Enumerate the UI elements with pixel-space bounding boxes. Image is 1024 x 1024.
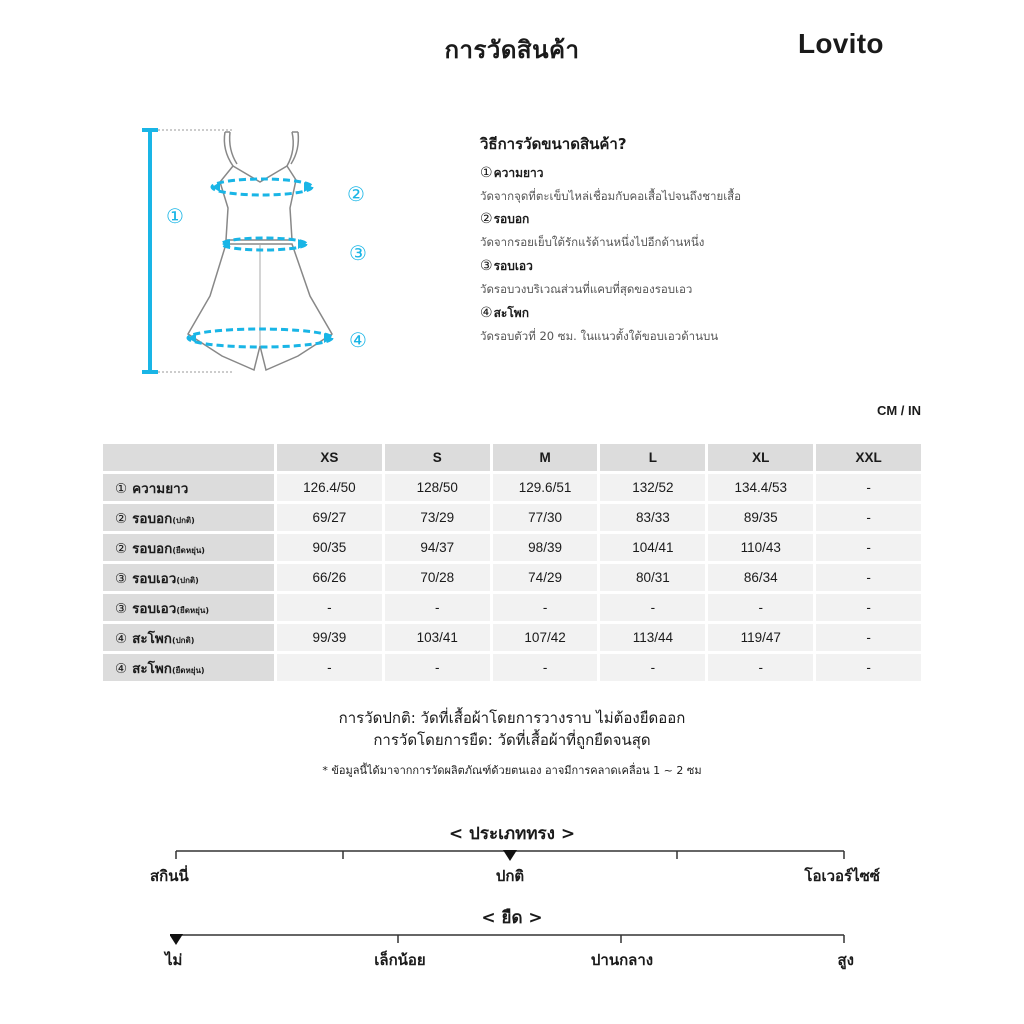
table-cell: 99/39 [277,624,382,651]
table-row [103,474,921,501]
brand-logo: Lovito [798,28,884,59]
row-label [103,564,274,591]
row-number: ③ [115,570,128,587]
table-row [103,624,921,651]
table-cell: 119/47 [708,624,813,651]
table-cell: - [816,594,921,621]
column-header: L [600,444,705,471]
table-cell: 94/37 [385,534,490,561]
table-cell: 110/43 [708,534,813,561]
row-label [103,504,274,531]
step-chest [480,210,704,252]
step-number: ④ [480,305,493,321]
row-measure-name: รอบอก [132,540,173,557]
column-header: S [385,444,490,471]
chest-marker-number: ② [347,182,365,206]
table-cell: 132/52 [600,474,705,501]
how-to-measure-title: วิธีการวัดขนาดสินค้า? [480,135,627,153]
step-name: รอบอก [493,212,530,226]
table-row [103,564,921,591]
table-row [103,594,921,621]
row-measure-type: (ยืดหยุ่น) [171,665,205,675]
row-number: ④ [115,660,128,677]
fit-selected-marker [503,850,517,861]
table-cell: - [277,594,382,621]
table-cell: - [493,654,598,681]
row-number: ② [115,510,128,527]
row-measure-name: สะโพก [132,660,172,677]
table-cell: 66/26 [277,564,382,591]
row-measure-type: (ปกติ) [172,515,195,525]
table-row [103,504,921,531]
column-header: M [493,444,598,471]
table-cell: 89/35 [708,504,813,531]
stretch-label-slight: เล็กน้อย [374,951,426,969]
step-waist [480,257,692,299]
stretch-scale-title: < ยืด > [481,908,543,928]
size-table [100,441,924,684]
step-description: วัดจากรอยเย็บใต้รักแร้ด้านหนึ่งไปอีกด้านหนึ่ง [480,235,705,249]
table-cell: 134.4/53 [708,474,813,501]
table-cell: 83/33 [600,504,705,531]
table-cell: 98/39 [493,534,598,561]
table-cell: 77/30 [493,504,598,531]
row-label [103,594,274,621]
stretch-label-none: ไม่ [165,951,183,969]
table-cell: 104/41 [600,534,705,561]
table-cell: 107/42 [493,624,598,651]
table-cell: 80/31 [600,564,705,591]
table-cell: 126.4/50 [277,474,382,501]
table-cell: - [816,564,921,591]
row-label [103,474,274,501]
fit-scale-bar [170,845,850,865]
column-header: XL [708,444,813,471]
table-cell: 90/35 [277,534,382,561]
row-measure-name: รอบเอว [132,570,177,587]
row-number: ④ [115,630,128,647]
fit-label-regular: ปกติ [495,867,525,885]
table-cell: - [277,654,382,681]
row-measure-type: (ปกติ) [176,575,199,585]
table-cell: - [600,654,705,681]
table-cell: 86/34 [708,564,813,591]
table-cell: - [600,594,705,621]
stretched-measurement-note: การวัดโดยการยืด: วัดที่เสื้อผ้าที่ถูกยืดจนสุด [373,731,651,749]
row-measure-type: (ปกติ) [171,635,195,645]
step-name: ความยาว [493,166,544,180]
table-cell: - [816,504,921,531]
hip-marker-number: ④ [349,328,367,352]
table-cell: - [816,624,921,651]
row-measure-type: (ยืดหยุ่น) [176,605,209,615]
normal-measurement-note: การวัดปกติ: วัดที่เสื้อผ้าโดยการวางราบ ไม่ต้องยืดออก [338,709,686,727]
row-label [103,534,274,561]
table-cell: 73/29 [385,504,490,531]
stretch-label-high: สูง [837,951,854,969]
table-cell: 69/27 [277,504,382,531]
table-cell: 70/28 [385,564,490,591]
row-measure-name: รอบเอว [132,600,177,617]
row-label [103,624,274,651]
fit-scale-title: < ประเภททรง > [448,824,576,844]
table-corner-cell [103,444,274,471]
page-title: การวัดสินค้า [444,36,580,64]
waist-marker-number: ③ [349,241,367,265]
step-length [480,164,741,206]
table-row [103,534,921,561]
disclaimer-note: * ข้อมูลนี้ได้มาจากการวัดผลิตภัณฑ์ด้วยตนเอง อาจมีการคลาดเคลื่อน 1 ~ 2 ซม [322,764,702,777]
column-header: XXL [816,444,921,471]
table-cell: - [816,654,921,681]
step-description: วัดรอบวงบริเวณส่วนที่แคบที่สุดของรอบเอว [480,282,693,296]
table-cell: 74/29 [493,564,598,591]
table-cell: 129.6/51 [493,474,598,501]
row-measure-type: (ยืดหยุ่น) [172,545,205,555]
table-cell: 103/41 [385,624,490,651]
step-number: ② [480,211,493,227]
step-description: วัดจากจุดที่ตะเข็บไหล่เชื่อมกับคอเสื้อไปจนถึงชายเสื้อ [480,189,742,203]
length-marker-bar [142,130,158,372]
step-name: รอบเอว [493,259,533,273]
left-strap [224,132,233,166]
table-cell: - [385,594,490,621]
length-marker-number: ① [166,204,184,228]
table-cell: 113/44 [600,624,705,651]
table-cell: - [385,654,490,681]
table-cell: - [816,534,921,561]
stretch-label-medium: ปานกลาง [590,951,654,969]
fit-label-skinny: สกินนี่ [150,867,189,885]
step-number: ③ [480,258,493,274]
bodice [220,166,296,240]
step-hip [480,304,718,346]
fit-label-oversize: โอเวอร์ไซซ์ [804,867,880,885]
table-row [103,654,921,681]
row-measure-name: ความยาว [132,480,189,497]
table-cell: - [816,474,921,501]
step-name: สะโพก [493,306,529,320]
step-number: ① [480,165,493,181]
table-cell: - [708,594,813,621]
stretch-scale-bar [170,929,850,949]
row-label [103,654,274,681]
row-measure-name: สะโพก [132,630,172,647]
garment-measurement-diagram [140,120,380,385]
column-header: XS [277,444,382,471]
row-measure-name: รอบอก [132,510,173,527]
row-number: ① [115,480,128,497]
step-description: วัดรอบตัวที่ 20 ซม. ในแนวตั้งใต้ขอบเอวด้านบน [480,329,719,343]
unit-label: CM / IN [876,403,921,418]
row-number: ③ [115,600,128,617]
table-header-row [103,444,921,471]
table-cell: 128/50 [385,474,490,501]
stretch-selected-marker [170,934,183,945]
row-number: ② [115,540,128,557]
table-cell: - [708,654,813,681]
table-cell: - [493,594,598,621]
